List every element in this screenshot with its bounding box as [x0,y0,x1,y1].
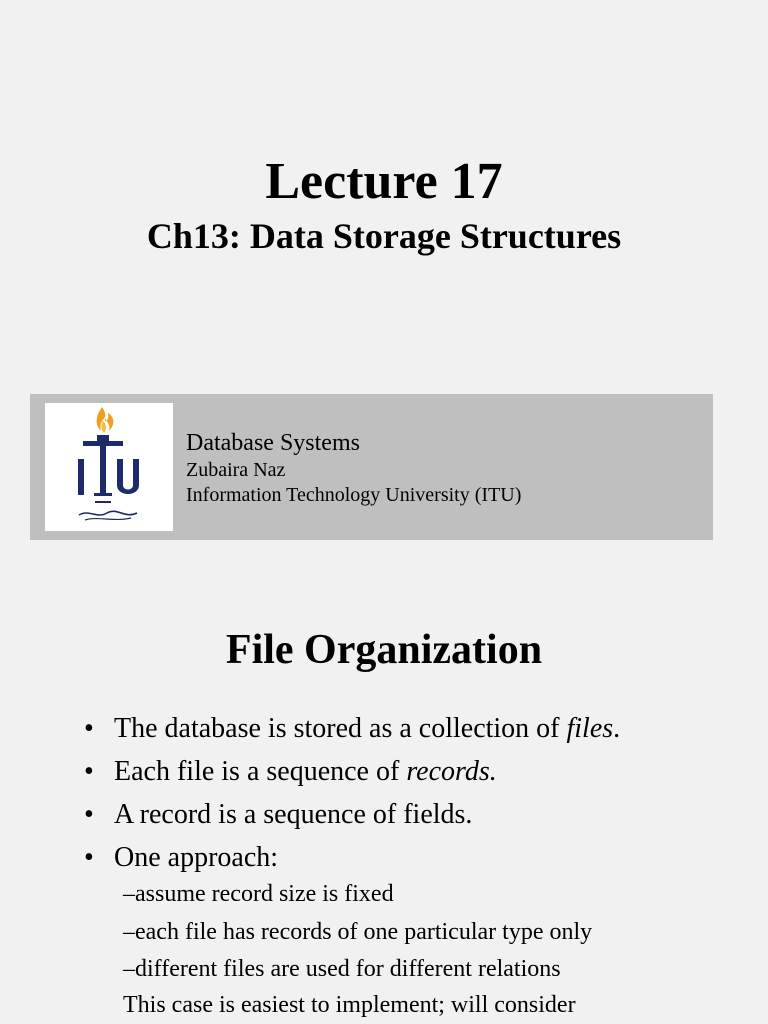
sub-item: –different files are used for different relations [123,956,561,982]
bullet-text: The database is stored as a collection of [114,713,567,744]
itu-logo [45,403,173,531]
lecture-subtitle: Ch13: Data Storage Structures [146,216,622,256]
bullet-list [84,707,744,879]
bullet-item [84,750,744,793]
lecture-title: Lecture 17 [265,153,503,210]
bullet-text: Each file is a sequence of [114,756,407,787]
bullet-emphasis: records. [406,756,497,787]
bullet-text: One approach: [114,842,279,873]
course-name: Database Systems [186,430,360,456]
bullet-text: A record is a sequence of fields. [114,799,473,830]
bullet-item [84,793,744,836]
author-name: Zubaira Naz [186,459,286,481]
bullet-marker: • [84,799,94,830]
bullet-item [84,836,744,879]
sub-item: –each file has records of one particular type only [123,919,593,945]
torch-logo-icon [45,403,173,531]
section-heading: File Organization [225,627,543,673]
sub-item: –assume record size is fixed [123,881,394,907]
university-name: Information Technology University (ITU) [186,484,522,506]
bullet-item [84,707,744,750]
bullet-marker: • [84,756,94,787]
course-info-box [30,394,713,540]
note-text: This case is easiest to implement; will consider [123,992,576,1018]
bullet-marker: • [84,842,94,873]
bullet-marker: • [84,713,94,744]
bullet-suffix: . [613,713,621,744]
bullet-emphasis: files [566,713,614,744]
